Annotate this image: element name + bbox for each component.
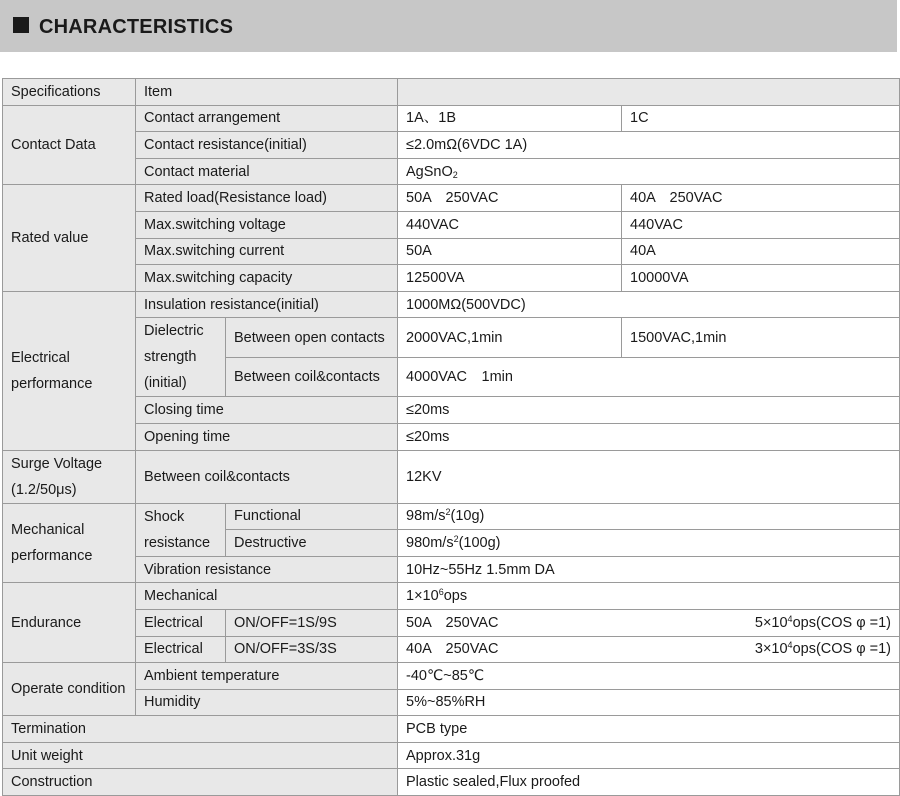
sub-item-label: ON/OFF=1S/9S: [226, 609, 398, 636]
group-termination: Termination: [3, 716, 398, 743]
value-cell: 1A、1B: [398, 105, 622, 132]
table-row: [3, 185, 900, 212]
item-label: Electrical: [136, 609, 226, 636]
value-text: 980m/s: [406, 534, 454, 551]
value-text: 1×10: [406, 588, 439, 605]
group-rated-value: Rated value: [3, 185, 136, 291]
group-operate-condition: Operate condition: [3, 663, 136, 716]
sub-item-label: Between coil&contacts: [226, 357, 398, 397]
table-row: [3, 265, 900, 292]
group-mechanical-performance: Mechanical performance: [3, 503, 136, 583]
value-cell: [398, 636, 900, 663]
item-label: Contact material: [136, 158, 398, 185]
item-label-shock: Shock resistance: [136, 503, 226, 556]
header-item: Item: [136, 79, 398, 106]
sub-item-label: Between open contacts: [226, 318, 398, 358]
superscript-text: 6: [438, 587, 444, 598]
group-construction: Construction: [3, 769, 398, 796]
table-row: [3, 663, 900, 690]
item-label: Max.switching capacity: [136, 265, 398, 292]
group-unit-weight: Unit weight: [3, 742, 398, 769]
value-cell: 12500VA: [398, 265, 622, 292]
value-text: 50A 250VAC: [406, 614, 499, 631]
sub-item-label: ON/OFF=3S/3S: [226, 636, 398, 663]
table-row: [3, 79, 900, 106]
table-row: [3, 503, 900, 530]
table-row: [3, 742, 900, 769]
value-cell: [398, 503, 900, 530]
item-label: Electrical: [136, 636, 226, 663]
characteristics-table: [2, 78, 900, 796]
value-cell: [398, 583, 900, 610]
item-label: Between coil&contacts: [136, 450, 398, 503]
table-row: [3, 318, 900, 358]
sub-item-label: Destructive: [226, 530, 398, 557]
section-title: CHARACTERISTICS: [39, 16, 234, 38]
value-cell: 12KV: [398, 450, 900, 503]
header-value: [398, 79, 900, 106]
item-label: Ambient temperature: [136, 663, 398, 690]
value-text: 5×10: [754, 614, 788, 631]
item-label: Closing time: [136, 397, 398, 424]
group-surge-voltage: Surge Voltage (1.2/50μs): [3, 450, 136, 503]
value-text: ops: [443, 588, 468, 605]
group-contact-data: Contact Data: [3, 105, 136, 185]
table-row: [3, 211, 900, 238]
value-cell: 440VAC: [398, 211, 622, 238]
value-cell: ≤20ms: [398, 397, 900, 424]
table-row: [3, 609, 900, 636]
superscript-text: 2: [445, 507, 451, 518]
item-label: Opening time: [136, 423, 398, 450]
value-cell: -40℃~85℃: [398, 663, 900, 690]
item-label: Max.switching current: [136, 238, 398, 265]
item-label: Insulation resistance(initial): [136, 291, 398, 318]
value-text: ops(COS φ =1): [792, 641, 892, 658]
table-row: [3, 689, 900, 716]
square-bullet-icon: [13, 17, 29, 33]
value-cell: 10000VA: [622, 265, 900, 292]
value-cell: 1C: [622, 105, 900, 132]
value-cell: [398, 530, 900, 557]
group-electrical-performance: Electrical performance: [3, 291, 136, 450]
value-text: (10g): [450, 508, 485, 525]
item-label: Max.switching voltage: [136, 211, 398, 238]
value-cell: PCB type: [398, 716, 900, 743]
item-label: Rated load(Resistance load): [136, 185, 398, 212]
item-label: Mechanical: [136, 583, 398, 610]
value-cell: 40A: [622, 238, 900, 265]
value-cell: 50A 250VAC: [398, 185, 622, 212]
value-text: 98m/s: [406, 508, 446, 525]
value-cell: 50A: [398, 238, 622, 265]
value-cell: Approx.31g: [398, 742, 900, 769]
item-label-dielectric: Dielectric strength (initial): [136, 318, 226, 397]
value-cell: 4000VAC 1min: [398, 357, 900, 397]
value-cell: ≤2.0mΩ(6VDC 1A): [398, 132, 900, 159]
group-endurance: Endurance: [3, 583, 136, 663]
value-text: 3×10: [754, 641, 788, 658]
value-cell: [398, 609, 900, 636]
value-cell: [398, 158, 900, 185]
value-cell: Plastic sealed,Flux proofed: [398, 769, 900, 796]
value-cell: 1500VAC,1min: [622, 318, 900, 358]
table-row: [3, 132, 900, 159]
item-label: Vibration resistance: [136, 556, 398, 583]
value-cell: 5%~85%RH: [398, 689, 900, 716]
item-label: Contact arrangement: [136, 105, 398, 132]
value-cell: 2000VAC,1min: [398, 318, 622, 358]
value-text: 40A 250VAC: [406, 641, 499, 658]
table-row: [3, 291, 900, 318]
superscript-text: 2: [453, 533, 459, 544]
subscript-text: 2: [452, 169, 458, 180]
table-row: [3, 716, 900, 743]
table-row: [3, 450, 900, 503]
value-text: AgSnO: [406, 163, 453, 180]
superscript-text: 4: [787, 640, 793, 651]
table-row: [3, 583, 900, 610]
table-row: [3, 397, 900, 424]
item-label: Contact resistance(initial): [136, 132, 398, 159]
table-row: [3, 105, 900, 132]
table-row: [3, 158, 900, 185]
table-row: [3, 556, 900, 583]
section-header: [0, 0, 897, 52]
sub-item-label: Functional: [226, 503, 398, 530]
value-cell: 10Hz~55Hz 1.5mm DA: [398, 556, 900, 583]
value-right: [755, 639, 891, 659]
value-cell: 1000MΩ(500VDC): [398, 291, 900, 318]
value-right: [755, 613, 891, 633]
value-text: (100g): [458, 534, 501, 551]
superscript-text: 4: [787, 613, 793, 624]
header-specifications: Specifications: [3, 79, 136, 106]
item-label: Humidity: [136, 689, 398, 716]
value-cell: 440VAC: [622, 211, 900, 238]
value-cell: 40A 250VAC: [622, 185, 900, 212]
table-row: [3, 423, 900, 450]
table-row: [3, 769, 900, 796]
table-row: [3, 636, 900, 663]
table-row: [3, 238, 900, 265]
value-text: ops(COS φ =1): [792, 614, 892, 631]
value-cell: ≤20ms: [398, 423, 900, 450]
